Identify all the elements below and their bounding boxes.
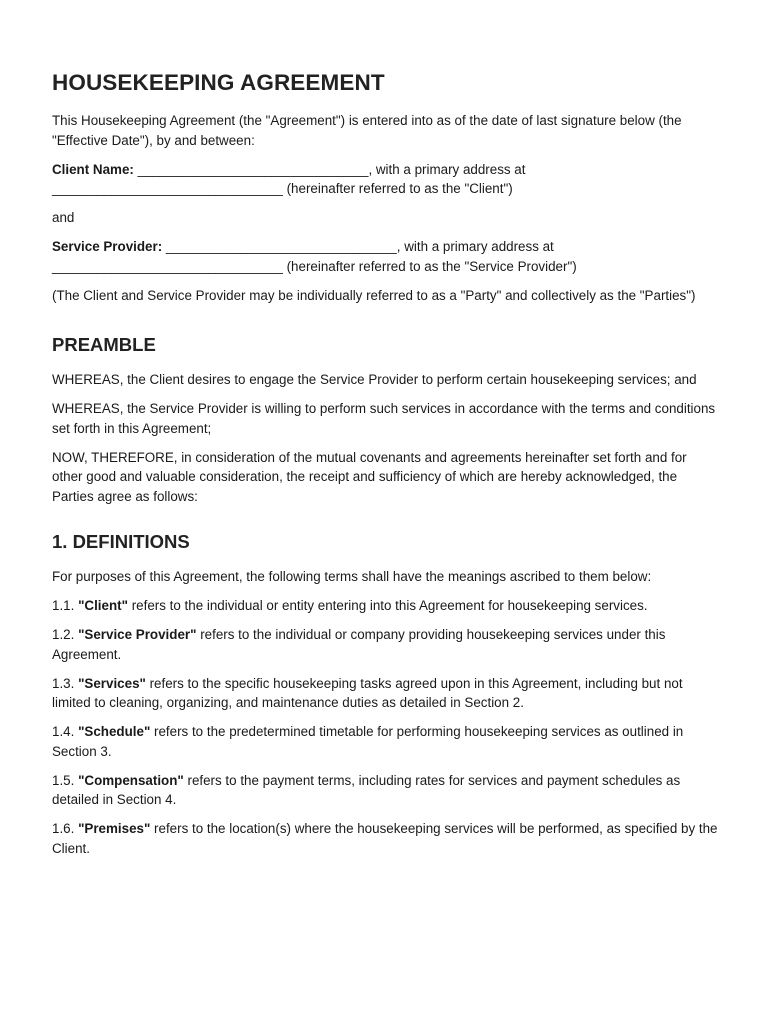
preamble-paragraph: WHEREAS, the Service Provider is willing to perform such services in accordance with the terms and conditions set forth in this Agreement; bbox=[52, 401, 716, 436]
definition-item-client bbox=[52, 596, 720, 616]
client-name-paragraph bbox=[52, 160, 720, 199]
parties-note: (The Client and Service Provider may be individually referred to as a "Party" and collectively as the "Parties") bbox=[52, 287, 696, 303]
preamble-paragraph: NOW, THEREFORE, in consideration of the mutual covenants and agreements hereinafter set forth and for other good and valuable consideration, the receipt and sufficiency of which are hereby acknowledged, the Parties agree as follows: bbox=[52, 449, 687, 504]
definition-item-compensation bbox=[52, 771, 720, 810]
service-provider-label: Service Provider: bbox=[52, 239, 163, 254]
definition-number: 1.4. bbox=[52, 724, 79, 739]
document-page bbox=[52, 70, 720, 858]
definition-term: "Schedule" bbox=[78, 724, 151, 739]
definition-number: 1.2. bbox=[52, 627, 79, 642]
definition-text: refers to the payment terms, including rates for services and payment schedules as detailed in Section 4. bbox=[52, 772, 681, 807]
and-text: and bbox=[52, 210, 75, 225]
definition-item-service-provider bbox=[52, 625, 720, 664]
definition-item-services bbox=[52, 674, 720, 713]
definition-text: refers to the individual or entity entering into this Agreement for housekeeping services. bbox=[127, 598, 648, 613]
service-provider-paragraph bbox=[52, 237, 720, 276]
definition-term: "Services" bbox=[78, 675, 146, 691]
definition-text: refers to the specific housekeeping tasks agreed upon in this Agreement, including but not limited to cleaning, organizing, and maintenance duties as detailed in Section 2. bbox=[52, 675, 683, 710]
definition-number: 1.3. bbox=[52, 675, 79, 691]
definition-term: "Client" bbox=[78, 598, 128, 613]
definitions-intro: For purposes of this Agreement, the following terms shall have the meanings ascribed to them below: bbox=[52, 569, 652, 584]
document-title: HOUSEKEEPING AGREEMENT bbox=[52, 70, 385, 95]
definition-number: 1.6. bbox=[52, 821, 79, 836]
definition-term: "Service Provider" bbox=[78, 627, 197, 642]
definition-item-premises bbox=[52, 819, 720, 858]
definition-text: refers to the individual or company providing housekeeping services under this Agreement. bbox=[52, 627, 666, 662]
client-name-label: Client Name: bbox=[52, 161, 134, 177]
definition-number: 1.5. bbox=[52, 772, 79, 788]
definition-term: "Compensation" bbox=[78, 772, 184, 788]
definition-number: 1.1. bbox=[52, 598, 79, 613]
intro-paragraph: This Housekeeping Agreement (the "Agreement") is entered into as of the date of last signature below (the "Effective Date"), by and between: bbox=[52, 113, 682, 148]
client-name-text: _______________________________, with a primary address at _______________________________ (hereinafter referred to as the "Client") bbox=[52, 161, 526, 196]
definition-item-schedule bbox=[52, 722, 720, 761]
service-provider-text: _______________________________, with a primary address at _______________________________ (hereinafter referred to as the "Service Provider") bbox=[52, 239, 577, 274]
definitions-heading: 1. DEFINITIONS bbox=[52, 531, 190, 552]
definition-text: refers to the location(s) where the housekeeping services will be performed, as specified by the Client. bbox=[52, 821, 718, 856]
definition-text: refers to the predetermined timetable for performing housekeeping services as outlined in Section 3. bbox=[52, 724, 684, 759]
preamble-paragraph: WHEREAS, the Client desires to engage the Service Provider to perform certain housekeeping services; and bbox=[52, 372, 697, 387]
definition-term: "Premises" bbox=[78, 821, 151, 836]
preamble-heading: PREAMBLE bbox=[52, 334, 156, 355]
